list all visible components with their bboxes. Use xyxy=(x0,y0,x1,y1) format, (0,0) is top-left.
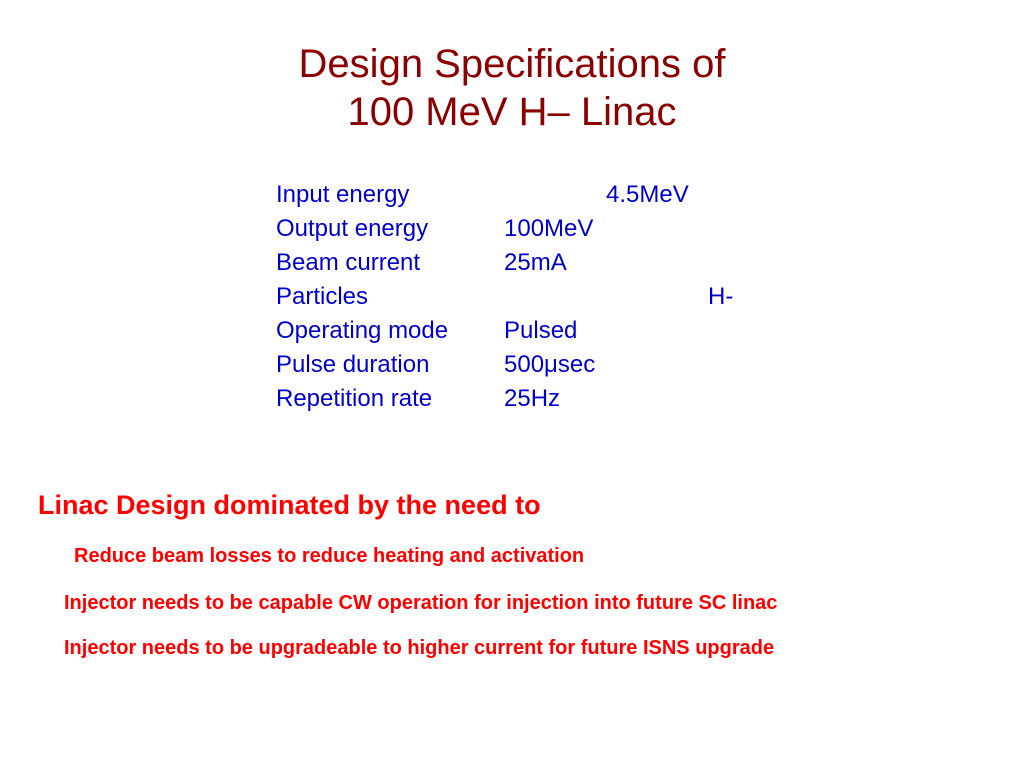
notes-heading: Linac Design dominated by the need to xyxy=(38,490,541,520)
spec-row-input-energy xyxy=(276,178,836,212)
spec-label: Particles xyxy=(276,283,369,310)
spec-row-beam-current xyxy=(276,246,836,280)
spec-label: Pulse duration xyxy=(276,351,430,378)
note-item: Injector needs to be capable CW operation for injection into future SC linac xyxy=(64,592,778,614)
spec-value: 25Hz xyxy=(504,385,561,412)
spec-value: 500μsec xyxy=(504,351,596,378)
spec-value: Pulsed xyxy=(504,317,578,344)
spec-value: H- xyxy=(708,283,734,310)
spec-label: Beam current xyxy=(276,249,421,276)
spec-row-particles xyxy=(276,280,836,314)
spec-label: Operating mode xyxy=(276,317,449,344)
title-line-2: 100 MeV H– Linac xyxy=(347,90,677,134)
slide-title xyxy=(0,40,1024,136)
spec-value: 4.5MeV xyxy=(606,181,689,208)
spec-table xyxy=(276,178,836,416)
title-line-1: Design Specifications of xyxy=(298,42,726,86)
spec-row-operating-mode xyxy=(276,314,836,348)
spec-row-pulse-duration xyxy=(276,348,836,382)
spec-label: Repetition rate xyxy=(276,385,433,412)
spec-value: 100MeV xyxy=(504,215,594,242)
spec-row-repetition-rate xyxy=(276,382,836,416)
note-item: Injector needs to be upgradeable to higher current for future ISNS upgrade xyxy=(64,637,775,659)
spec-label: Output energy xyxy=(276,215,429,242)
spec-row-output-energy xyxy=(276,212,836,246)
spec-value: 25mA xyxy=(504,249,567,276)
note-item: Reduce beam losses to reduce heating and activation xyxy=(74,545,585,567)
spec-label: Input energy xyxy=(276,181,410,208)
